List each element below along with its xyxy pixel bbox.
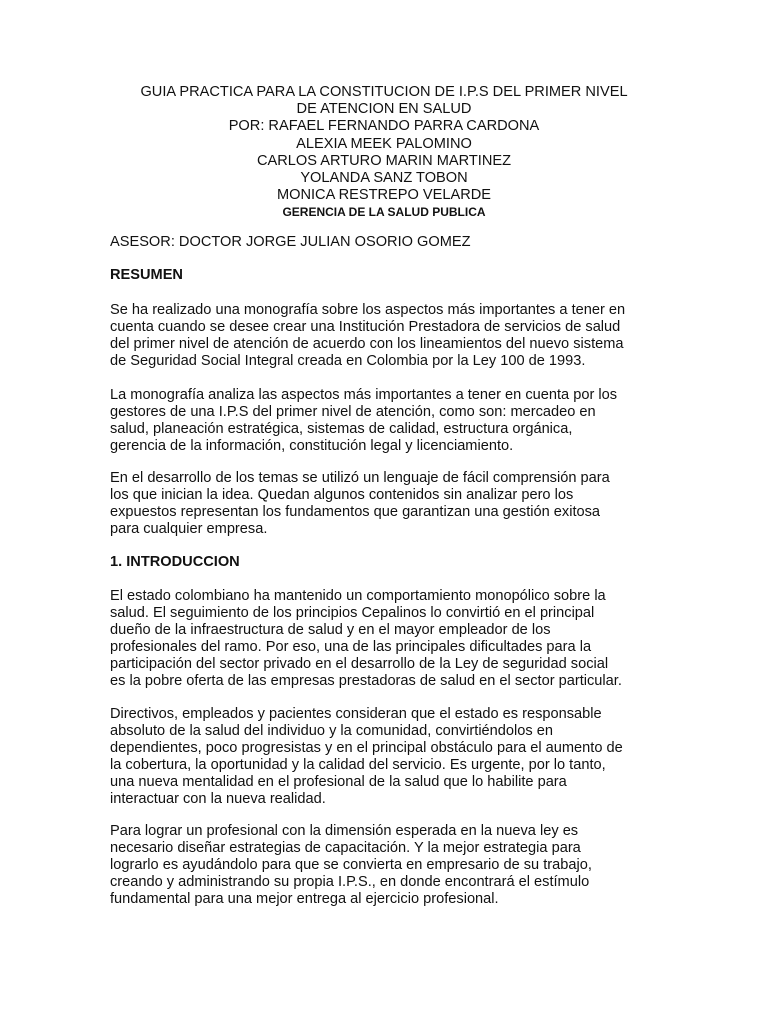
text-line: lograrlo es ayudándolo para que se convierta en empresario de su trabajo,	[110, 857, 592, 873]
text-line: del primer nivel de atención de acuerdo con los lineamientos del nuevo sistema	[110, 336, 624, 352]
resumen-paragraph-3	[110, 470, 610, 538]
document-subtitle: GERENCIA DE LA SALUD PUBLICA	[282, 205, 486, 220]
text-line: gestores de una I.P.S del primer nivel de atención, como son: mercadeo en	[110, 404, 596, 420]
resumen-paragraph-1	[110, 302, 625, 370]
text-line: necesario diseñar estrategias de capacitación. Y la mejor estrategia para	[110, 840, 581, 856]
text-line: para cualquier empresa.	[110, 521, 268, 537]
text-line: de Seguridad Social Integral creada en Colombia por la Ley 100 de 1993.	[110, 353, 586, 369]
resumen-heading: RESUMEN	[110, 267, 183, 283]
text-line: fundamental para una mejor entrega al ejercicio profesional.	[110, 891, 499, 907]
authors-line: POR: RAFAEL FERNANDO PARRA CARDONA	[228, 118, 540, 135]
text-line: es la pobre oferta de las empresas prestadoras de salud en el sector particular.	[110, 673, 622, 689]
introduccion-paragraph-1	[110, 588, 622, 690]
text-line: Para lograr un profesional con la dimensión esperada en la nueva ley es	[110, 823, 579, 839]
text-line: El estado colombiano ha mantenido un comportamiento monopólico sobre la	[110, 588, 606, 604]
text-line: participación del sector privado en el desarrollo de la Ley de seguridad social	[110, 656, 609, 672]
author-name: CARLOS ARTURO MARIN MARTINEZ	[256, 152, 512, 169]
author-name: YOLANDA SANZ TOBON	[300, 170, 468, 187]
text-line: salud. El seguimiento de los principios Cepalinos lo convirtió en el principal	[110, 605, 595, 621]
text-line: profesionales del ramo. Por eso, una de las principales dificultades para la	[110, 639, 592, 655]
text-line: interactuar con la nueva realidad.	[110, 791, 326, 807]
text-line: gerencia de la información, constitución legal y licenciamiento.	[110, 438, 514, 454]
text-line: una nueva mentalidad en el profesional de la salud que lo habilite para	[110, 774, 567, 790]
author-name: MONICA RESTREPO VELARDE	[276, 187, 492, 204]
introduccion-heading: 1. INTRODUCCION	[110, 554, 240, 570]
text-line: cuenta cuando se desee crear una Institución Prestadora de servicios de salud	[110, 319, 621, 335]
text-line: Directivos, empleados y pacientes consideran que el estado es responsable	[110, 706, 602, 722]
introduccion-paragraph-2	[110, 706, 623, 808]
text-line: absoluto de la salud del individuo y la comunidad, convirtiéndolos en	[110, 723, 553, 739]
title-line: DE ATENCION EN SALUD	[296, 101, 472, 118]
text-line: expuestos representan los fundamentos que garantizan una gestión exitosa	[110, 504, 601, 520]
text-line: la cobertura, la oportunidad y la calidad del servicio. Es urgente, por lo tanto,	[110, 757, 606, 773]
text-line: salud, planeación estratégica, sistemas de calidad, estructura orgánica,	[110, 421, 573, 437]
text-line: Se ha realizado una monografía sobre los aspectos más importantes a tener en	[110, 302, 626, 318]
title-line: GUIA PRACTICA PARA LA CONSTITUCION DE I.P.S DEL PRIMER NIVEL	[140, 84, 628, 100]
text-line: dependientes, poco progresistas y en el principal obstáculo para el aumento de	[110, 740, 623, 756]
resumen-paragraph-2	[110, 387, 617, 455]
document-title-block	[0, 84, 768, 219]
introduccion-paragraph-3	[110, 823, 592, 908]
text-line: creando y administrando su propia I.P.S., en donde encontrará el estímulo	[110, 874, 590, 890]
advisor-line: ASESOR: DOCTOR JORGE JULIAN OSORIO GOMEZ	[110, 234, 471, 250]
text-line: los que inician la idea. Quedan algunos contenidos sin analizar pero los	[110, 487, 574, 503]
text-line: dueño de la infraestructura de salud y en el mayor empleador de los	[110, 622, 551, 638]
text-line: La monografía analiza las aspectos más importantes a tener en cuenta por los	[110, 387, 618, 403]
text-line: En el desarrollo de los temas se utilizó un lenguaje de fácil comprensión para	[110, 470, 610, 486]
author-name: ALEXIA MEEK PALOMINO	[296, 135, 472, 152]
